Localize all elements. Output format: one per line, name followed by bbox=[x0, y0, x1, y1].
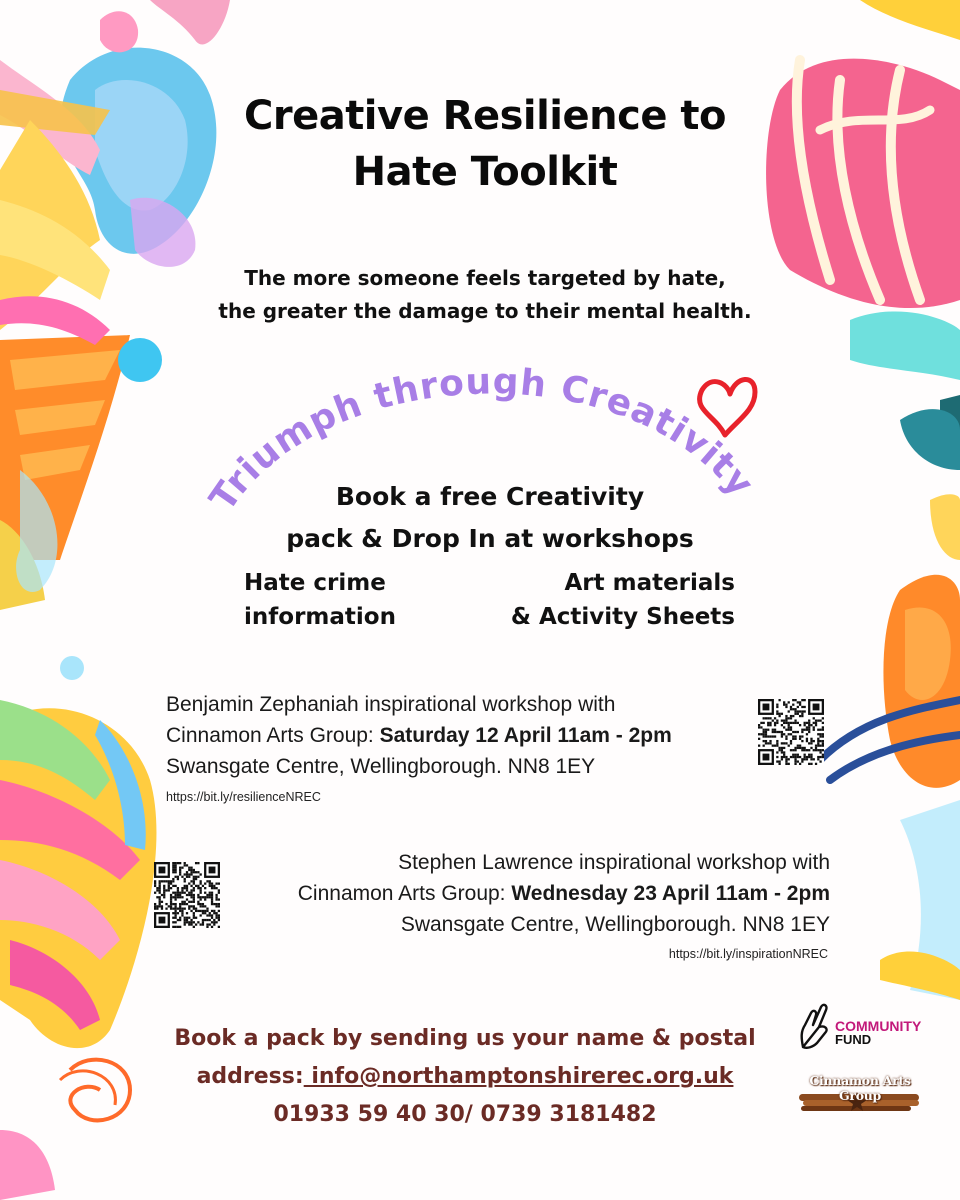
tagline-line-1: The more someone feels targeted by hate, bbox=[244, 266, 726, 290]
workshop-1-date-line bbox=[166, 720, 766, 751]
feature-right-line-1: Art materials bbox=[564, 570, 735, 596]
cinnamon-arts-group-text: Cinnamon Arts Group bbox=[809, 1073, 911, 1103]
community-fund-line-2: FUND bbox=[835, 1032, 872, 1047]
booking-info bbox=[150, 1020, 780, 1134]
qr-code-icon[interactable] bbox=[758, 699, 824, 765]
booking-line-2 bbox=[150, 1058, 780, 1096]
workshop-1-group: Cinnamon Arts Group: bbox=[166, 724, 380, 747]
tagline bbox=[150, 262, 820, 328]
community-fund-logo bbox=[795, 1003, 945, 1053]
booking-line-1: Book a pack by sending us your name & postal bbox=[174, 1026, 756, 1051]
title-line-1: Creative Resilience to bbox=[243, 93, 726, 139]
workshop-1-link[interactable]: https://bit.ly/resilienceNREC bbox=[166, 790, 321, 804]
cinnamon-arts-group-logo bbox=[797, 1070, 923, 1114]
free-pack-offer bbox=[230, 476, 750, 560]
workshop-2-group: Cinnamon Arts Group: bbox=[297, 882, 512, 905]
workshop-1-details bbox=[166, 689, 766, 782]
workshop-2-date: Wednesday 23 April 11am - 2pm bbox=[511, 882, 830, 905]
workshop-1-title: Benjamin Zephaniah inspirational workshop with bbox=[166, 693, 616, 716]
booking-email-link[interactable]: info@northamptonshirerec.org.uk bbox=[303, 1064, 734, 1089]
booking-phones: 01933 59 40 30/ 0739 3181482 bbox=[273, 1102, 657, 1127]
feature-left-line-1: Hate crime bbox=[244, 570, 386, 596]
offer-line-1: Book a free Creativity bbox=[335, 482, 645, 511]
offer-line-2: pack & Drop In at workshops bbox=[286, 524, 694, 553]
qr-code-icon[interactable] bbox=[154, 862, 220, 928]
feature-art-materials bbox=[470, 566, 735, 634]
feature-hate-crime-info bbox=[244, 566, 484, 634]
workshop-1-venue: Swansgate Centre, Wellingborough. NN8 1EY bbox=[166, 755, 596, 778]
triumph-banner-textpath: Triumph through Creativity bbox=[202, 361, 762, 519]
crossed-fingers-icon bbox=[795, 1003, 835, 1049]
feature-right-line-2: & Activity Sheets bbox=[510, 604, 735, 630]
workshop-2-link[interactable]: https://bit.ly/inspirationNREC bbox=[668, 947, 828, 961]
title-line-2: Hate Toolkit bbox=[352, 149, 618, 195]
community-fund-text bbox=[835, 1019, 921, 1047]
feature-left-line-2: information bbox=[244, 604, 396, 630]
community-fund-line-1: COMMUNITY bbox=[835, 1018, 922, 1034]
workshop-2-title: Stephen Lawrence inspirational workshop with bbox=[398, 851, 830, 874]
booking-address-label: address: bbox=[196, 1064, 304, 1089]
workshop-2-details bbox=[140, 847, 830, 940]
workshop-1-date: Saturday 12 April 11am - 2pm bbox=[379, 724, 672, 747]
workshop-2-venue: Swansgate Centre, Wellingborough. NN8 1EY bbox=[400, 913, 830, 936]
workshop-2-date-line bbox=[140, 878, 830, 909]
tagline-line-2: the greater the damage to their mental health. bbox=[218, 299, 752, 323]
page-title bbox=[130, 88, 840, 200]
